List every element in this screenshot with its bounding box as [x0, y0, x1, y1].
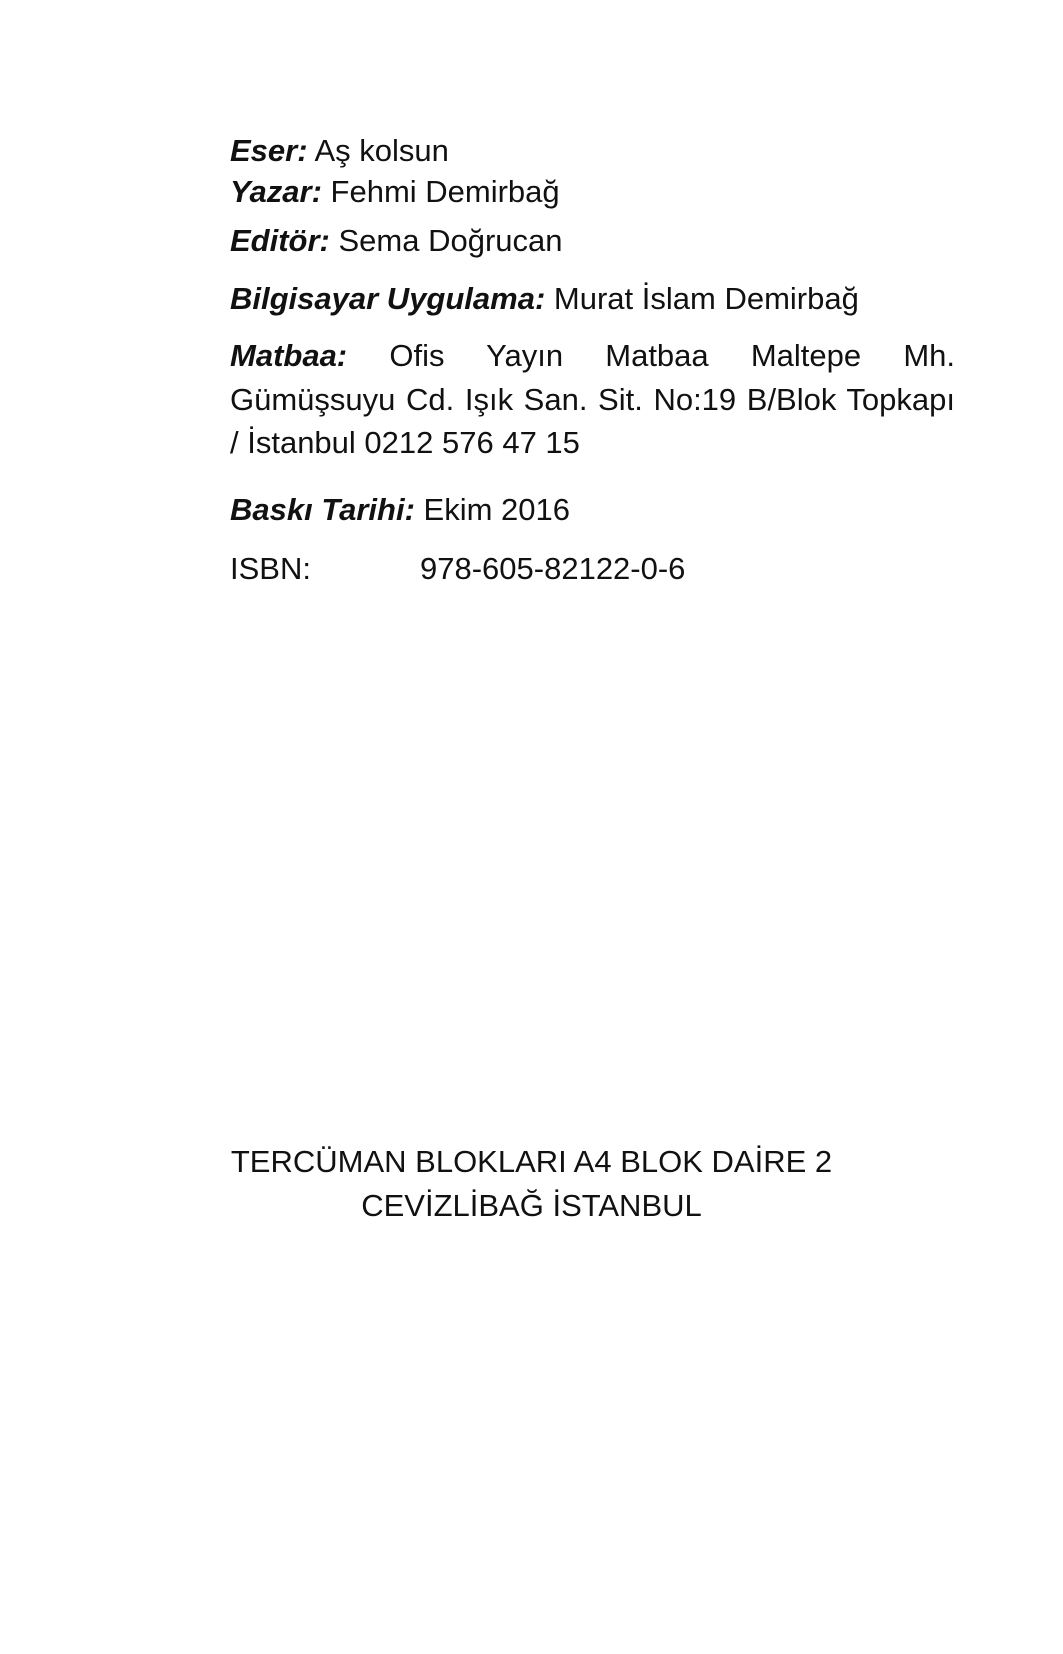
imprint-matbaa — [230, 334, 955, 465]
imprint-eser — [230, 133, 449, 169]
publisher-address — [0, 1140, 1063, 1228]
baski-value: Ekim 2016 — [423, 492, 571, 527]
editor-value: Sema Doğrucan — [338, 223, 563, 258]
imprint-baski — [230, 492, 570, 528]
imprint-editor — [230, 223, 563, 259]
yazar-label: Yazar: — [230, 174, 322, 209]
matbaa-label: Matbaa: — [230, 338, 348, 373]
address-line-1: TERCÜMAN BLOKLARI A4 BLOK DAİRE 2 — [230, 1144, 833, 1179]
yazar-value: Fehmi Demirbağ — [330, 174, 560, 209]
isbn-value: 978-605-82122-0-6 — [420, 551, 686, 586]
imprint-yazar — [230, 174, 560, 210]
bilgisayar-label: Bilgisayar Uygulama: — [230, 281, 546, 316]
imprint-bilgisayar — [230, 281, 859, 317]
imprint-isbn — [230, 551, 686, 587]
matbaa-value: Ofis Yayın Matbaa Maltepe Mh. Gümüşsuyu Cd. Işık San. Sit. No:19 B/Blok Topkapı / İstanbul 0212 576 47 15 — [230, 338, 955, 460]
address-line-2: CEVİZLİBAĞ İSTANBUL — [361, 1188, 702, 1223]
bilgisayar-value: Murat İslam Demirbağ — [553, 281, 859, 316]
editor-label: Editör: — [230, 223, 330, 258]
baski-label: Baskı Tarihi: — [230, 492, 415, 527]
isbn-label: ISBN: — [230, 551, 311, 586]
eser-label: Eser: — [230, 133, 308, 168]
eser-value: Aş kolsun — [314, 133, 449, 168]
